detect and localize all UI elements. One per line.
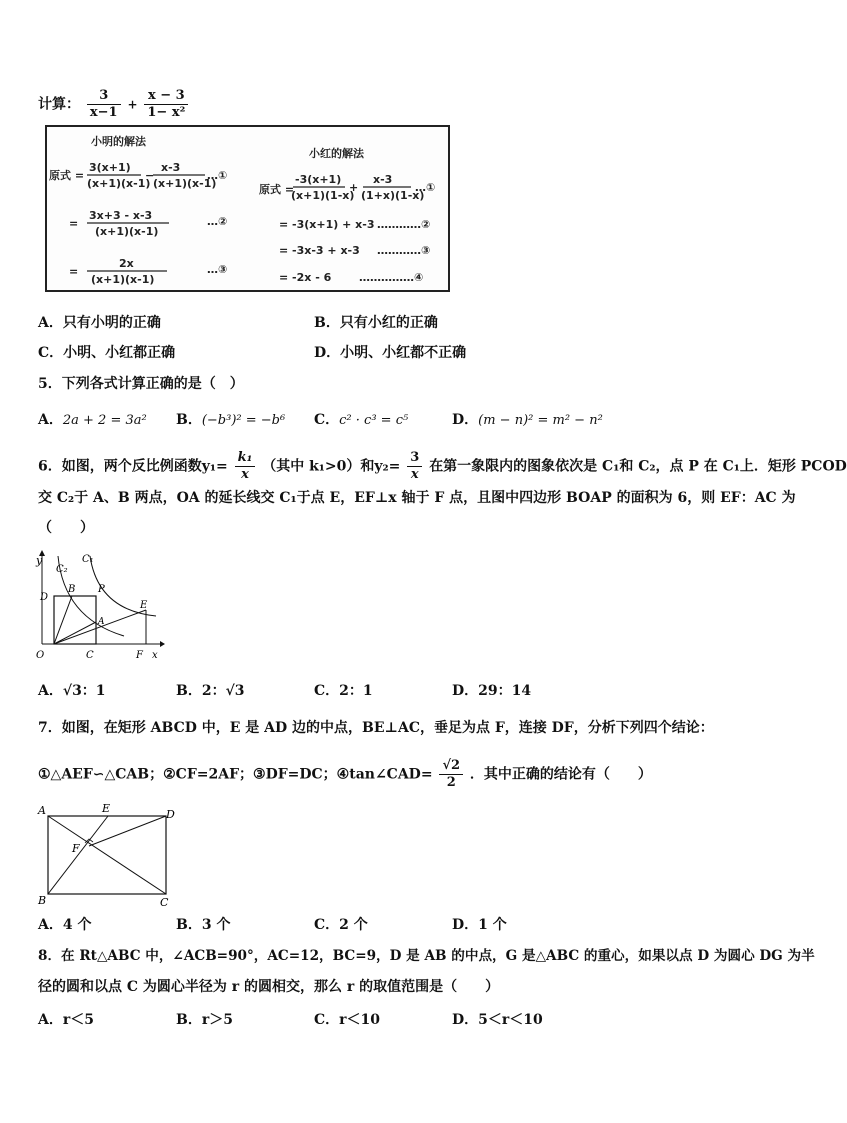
- xh-line1-a-den: (x+1)(1-x): [291, 189, 355, 202]
- q8-option-a[interactable]: A．r＜5: [38, 1012, 94, 1028]
- fig7-label-c: C: [160, 896, 169, 909]
- fig6-label-e: E: [140, 600, 148, 611]
- xm-line3-num: 2x: [119, 257, 134, 270]
- q4-label: 计算：: [38, 96, 80, 113]
- q4-fraction-1: $\frac{3}{x-1}$: [87, 88, 121, 121]
- xh-line3-mark: …………③: [377, 244, 431, 257]
- q6-option-c[interactable]: C．2：1: [314, 683, 373, 699]
- fig6-label-p: P: [98, 584, 105, 595]
- q6-figure: [34, 548, 166, 664]
- xiaoming-title: 小明的解法: [91, 135, 146, 148]
- xm-line3-eq: =: [69, 265, 79, 278]
- line-be: [48, 816, 108, 894]
- q4-option-c[interactable]: C．小明、小红都正确: [38, 345, 176, 361]
- q4-option-d[interactable]: D．小明、小红都不正确: [314, 345, 467, 361]
- xh-line1-mark: …①: [415, 181, 436, 194]
- line-df: [89, 816, 166, 846]
- q7-conditions: ①△AEF∽△CAB；②CF=2AF；③DF=DC；④tan∠CAD= $\frac{√2}{2}$ ．其中正确的结论有（ ）: [38, 758, 652, 790]
- fig6-label-c2: C₂: [56, 564, 68, 575]
- q4-plus: +: [127, 97, 138, 112]
- fig6-label-y: y: [36, 554, 43, 567]
- fig7-label-e: E: [102, 802, 111, 815]
- fig6-label-d: D: [40, 592, 49, 603]
- q6-stem-line1: 6．如图，两个反比例函数y₁= $\frac{\text{k₁}}{x}$ （其中 k₁>0）和y₂= $\frac{3}{x}$ 在第一象限内的图象依次是 C₁和 C₂，点 P 在 C₁上．矩形 PCOD: [38, 450, 847, 482]
- xm-line3-mark: …③: [207, 263, 228, 276]
- q6-option-d[interactable]: D．29：14: [452, 683, 532, 699]
- xm-line2-mark: …②: [207, 215, 228, 228]
- q6-option-a[interactable]: A．√3：1: [38, 683, 106, 699]
- xm-line1-mark: …①: [207, 169, 228, 182]
- q7-stem: 7．如图，在矩形 ABCD 中，E 是 AD 边的中点，BE⊥AC，垂足为点 F，连接 DF，分析下列四个结论：: [38, 720, 714, 736]
- fig7-label-f: F: [72, 842, 80, 855]
- xh-line1-b: x-3: [373, 173, 393, 186]
- q6-k1-fraction: $\frac{\text{k₁}}{x}$: [235, 450, 256, 483]
- fig6-label-f: F: [136, 650, 143, 661]
- handwritten-solutions-image: [45, 125, 450, 292]
- xm-line1-a: 3(x+1): [89, 161, 131, 174]
- fig6-label-o: O: [36, 650, 45, 661]
- q7-option-c[interactable]: C．2 个: [314, 917, 368, 933]
- xh-line4-mark: ……………④: [359, 271, 424, 284]
- xh-line2-mark: …………②: [377, 218, 431, 231]
- xh-line1-label: 原式 =: [259, 183, 295, 196]
- fig6-label-b: B: [68, 584, 76, 595]
- xm-line2-num: 3x+3 - x-3: [89, 209, 153, 222]
- q6-3-fraction: $\frac{3}{x}$: [407, 450, 422, 483]
- q5-stem: 5．下列各式计算正确的是（ ）: [38, 376, 244, 392]
- q4-stem: [38, 88, 190, 121]
- q7-option-a[interactable]: A．4 个: [38, 917, 92, 933]
- q7-option-d[interactable]: D．1 个: [452, 917, 507, 933]
- q5-option-d[interactable]: D．(m − n)² = m² − n²: [452, 412, 603, 428]
- q7-option-b[interactable]: B．3 个: [176, 917, 231, 933]
- q4-fraction-2: $\frac{x - 3}{\text{1− x²}}$: [144, 88, 188, 121]
- xh-line1-b-den: (1+x)(1-x): [361, 189, 425, 202]
- xh-plus: +: [349, 181, 359, 194]
- q5-option-a[interactable]: A．2a + 2 = 3a²: [38, 412, 147, 428]
- xh-line2: = -3(x+1) + x-3: [279, 218, 375, 231]
- fig6-label-c: C: [86, 650, 94, 661]
- q6-option-b[interactable]: B．2：√3: [176, 683, 245, 699]
- xm-line1-b: x-3: [161, 161, 181, 174]
- xm-line1-b-den: (x+1)(x-1): [153, 177, 217, 190]
- q6-stem-line2: 交 C₂于 A、B 两点，OA 的延长线交 C₁于点 E，EF⊥x 轴于 F 点，且图中四边形 BOAP 的面积为 6，则 EF：AC 为: [38, 490, 796, 506]
- xm-line1-label: 原式 =: [49, 169, 85, 182]
- fig6-label-a: A: [98, 617, 105, 627]
- xm-line3-den: (x+1)(x-1): [91, 273, 155, 286]
- q8-stem-line2: 径的圆和以点 C 为圆心半径为 r 的圆相交，那么 r 的取值范围是（ ）: [38, 979, 500, 995]
- q4-option-a[interactable]: A．只有小明的正确: [38, 315, 161, 331]
- q7-figure: [36, 804, 182, 908]
- xh-line4: = -2x - 6: [279, 271, 332, 284]
- fig6-label-x: x: [152, 650, 158, 661]
- q8-option-b[interactable]: B．r＞5: [176, 1012, 233, 1028]
- q8-option-c[interactable]: C．r＜10: [314, 1012, 381, 1028]
- xiaohong-title: 小红的解法: [309, 147, 364, 160]
- xm-line2-eq: =: [69, 217, 79, 230]
- fig6-label-c1: C₁: [82, 554, 94, 565]
- diag-ac: [48, 816, 166, 894]
- fig7-label-b: B: [38, 894, 47, 907]
- xh-line3: = -3x-3 + x-3: [279, 244, 360, 257]
- xm-line1-a-den: (x+1)(x-1): [87, 177, 151, 190]
- xm-line2-den: (x+1)(x-1): [95, 225, 159, 238]
- xm-minus: −: [145, 169, 155, 182]
- q5-option-b[interactable]: B．(−b³)² = −b⁶: [176, 412, 286, 428]
- q6-stem-line3: （ ）: [38, 520, 94, 536]
- xh-line1-a: -3(x+1): [295, 173, 342, 186]
- q8-option-d[interactable]: D．5＜r＜10: [452, 1012, 543, 1028]
- q8-stem-line1: 8．在 Rt△ABC 中，∠ACB=90°，AC=12，BC=9，D 是 AB 的中点，G 是△ABC 的重心，如果以点 D 为圆心 DG 为半: [38, 948, 815, 964]
- fig7-label-d: D: [166, 808, 175, 821]
- fig7-label-a: A: [38, 804, 46, 817]
- q4-option-b[interactable]: B．只有小红的正确: [314, 315, 438, 331]
- q7-fraction: $\frac{√2}{2}$: [439, 758, 463, 791]
- q5-option-c[interactable]: C．c² · c³ = c⁵: [314, 412, 409, 428]
